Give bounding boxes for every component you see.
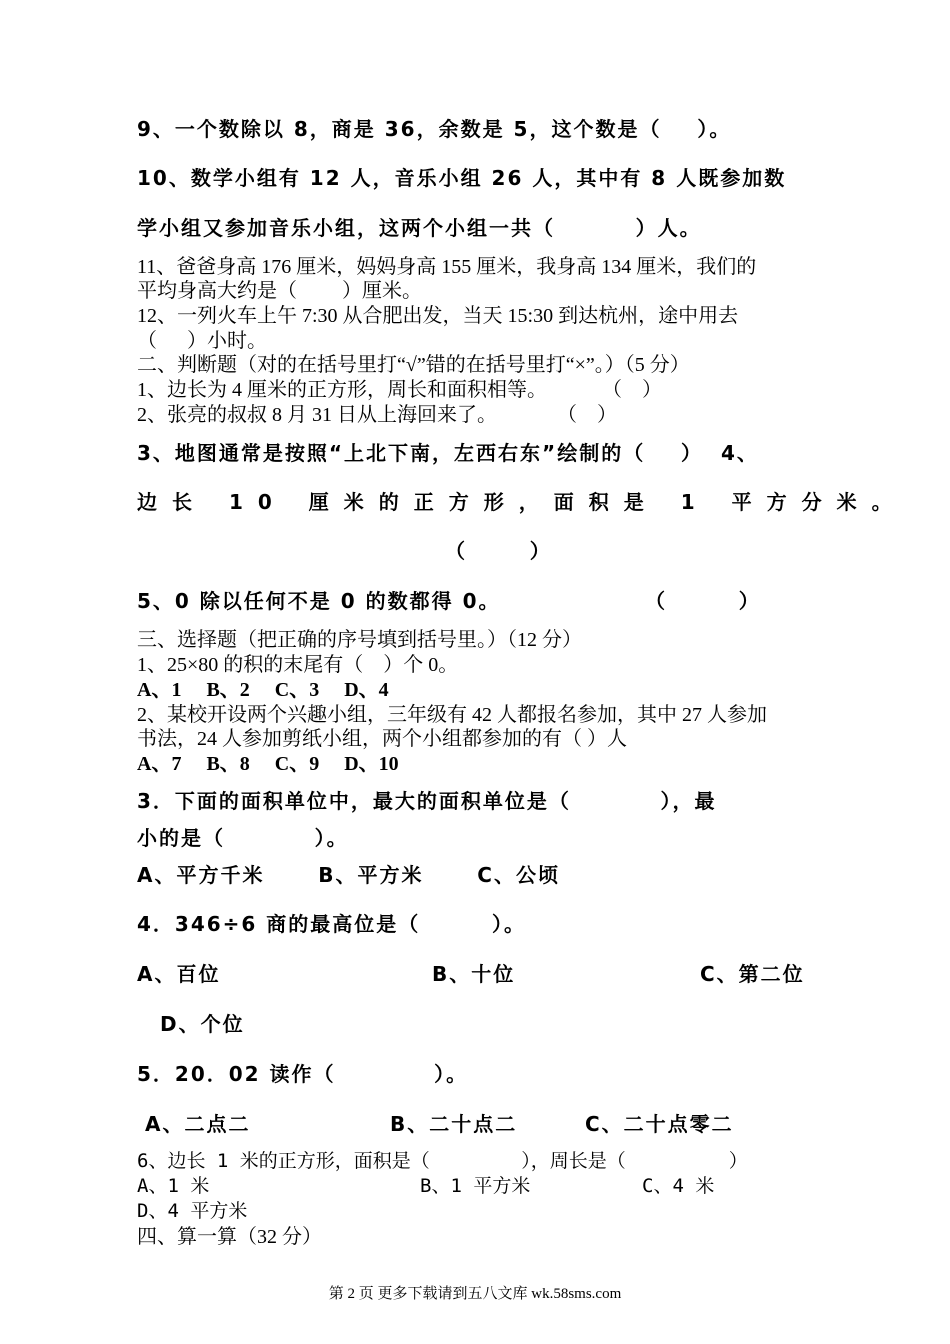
choice-4-option-c: C、第二位 bbox=[700, 962, 805, 986]
question-12-line-2: （ ）小时。 bbox=[137, 330, 267, 352]
choice-5-option-a: A、二点二 bbox=[145, 1112, 251, 1136]
question-11-line-2: 平均身高大约是（ ）厘米。 bbox=[137, 280, 422, 302]
choice-6-option-a: A、1 米 bbox=[137, 1175, 210, 1197]
judgment-4-answer-blank: （ ） bbox=[445, 539, 552, 563]
choice-4-option-b: B、十位 bbox=[432, 962, 516, 986]
choice-3-line-2: 小的是（ ）。 bbox=[137, 826, 349, 850]
judgment-2: 2、张亮的叔叔 8 月 31 日从上海回来了。 （ ） bbox=[137, 404, 617, 426]
judgment-3: 3、地图通常是按照“上北下南，左西右东”绘制的（ ） 4、 bbox=[137, 441, 759, 465]
choice-1-options: A、1 B、2 C、3 D、4 bbox=[137, 679, 389, 701]
choice-3-line-1: 3．下面的面积单位中，最大的面积单位是（ ），最 bbox=[137, 789, 717, 813]
choice-2-options: A、7 B、8 C、9 D、10 bbox=[137, 753, 399, 775]
judgment-5: 5、0 除以任何不是 0 的数都得 0。 bbox=[137, 589, 501, 613]
judgment-5-answer-blank: （ ） bbox=[645, 589, 761, 613]
choice-4: 4．346÷6 商的最高位是（ ）。 bbox=[137, 912, 527, 936]
question-10-line-1: 10、数学小组有 12 人，音乐小组 26 人，其中有 8 人既参加数 bbox=[137, 166, 787, 190]
question-12-line-1: 12、一列火车上午 7:30 从合肥出发，当天 15:30 到达杭州，途中用去 bbox=[137, 305, 739, 327]
choice-5-option-b: B、二十点二 bbox=[390, 1112, 518, 1136]
section-4-title: 四、算一算（32 分） bbox=[137, 1226, 322, 1248]
choice-6: 6、边长 1 米的正方形，面积是（ ），周长是（ ） bbox=[137, 1150, 748, 1172]
section-3-title: 三、选择题（把正确的序号填到括号里。）（12 分） bbox=[137, 629, 582, 651]
choice-1: 1、25×80 的积的末尾有（ ）个 0。 bbox=[137, 654, 459, 676]
choice-2-line-1: 2、某校开设两个兴趣小组，三年级有 42 人都报名参加，其中 27 人参加 bbox=[137, 704, 767, 726]
judgment-4-line-1: 边长 10 厘米的正方形，面积是 1 平方分米。 bbox=[137, 490, 907, 514]
question-11-line-1: 11、爸爸身高 176 厘米，妈妈身高 155 厘米，我身高 134 厘米，我们的 bbox=[137, 256, 757, 278]
choice-6-option-c: C、4 米 bbox=[642, 1175, 715, 1197]
section-2-title: 二、判断题（对的在括号里打“√”错的在括号里打“×”。）（5 分） bbox=[137, 354, 690, 376]
choice-4-option-d: D、个位 bbox=[160, 1012, 245, 1036]
choice-6-option-b: B、1 平方米 bbox=[420, 1175, 531, 1197]
question-10-line-2: 学小组又参加音乐小组，这两个小组一共（ ）人。 bbox=[137, 216, 702, 240]
question-9: 9、一个数除以 8，商是 36，余数是 5，这个数是（ ）。 bbox=[137, 117, 732, 141]
choice-5: 5．20．02 读作（ ）。 bbox=[137, 1062, 469, 1086]
choice-5-option-c: C、二十点零二 bbox=[585, 1112, 734, 1136]
choice-4-option-a: A、百位 bbox=[137, 962, 221, 986]
choice-3-options: A、平方千米 B、平方米 C、公顷 bbox=[137, 863, 560, 887]
choice-2-line-2: 书法，24 人参加剪纸小组，两个小组都参加的有（ ）人 bbox=[137, 728, 627, 750]
page-footer: 第 2 页 更多下载请到五八文库 wk.58sms.com bbox=[328, 1286, 622, 1302]
choice-6-option-d: D、4 平方米 bbox=[137, 1200, 248, 1222]
judgment-1: 1、边长为 4 厘米的正方形，周长和面积相等。 （ ） bbox=[137, 379, 662, 401]
